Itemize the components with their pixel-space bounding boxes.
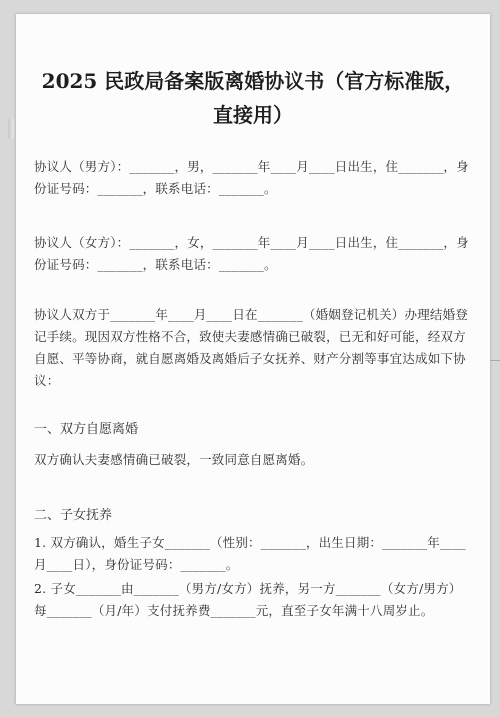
party-female-paragraph: 协议人（女方）：_______，女，_______年____月____日出生，住_______，身份证号码：_______，联系电话：_______。 [34, 235, 469, 272]
party-male-paragraph: 协议人（男方）：_______，男，_______年____月____日出生，住_______，身份证号码：_______，联系电话：_______。 [34, 159, 469, 196]
section1-heading: 一、双方自愿离婚 [34, 422, 139, 437]
preamble-paragraph: 协议人双方于_______年____月____日在_______（婚姻登记机关）办理结婚登记手续。现因双方性格不合，致使夫妻感情确已破裂，已无和好可能，经双方自愿、平等协商，就自愿离婚及离婚后子女抚养、财产分割等事宜达成如下协议： [34, 307, 469, 388]
document-page [16, 14, 490, 704]
section1-body: 双方确认夫妻感情确已破裂，一致同意自愿离婚。 [34, 452, 314, 467]
page-edge-mark [490, 360, 500, 361]
page-shadow-edge [8, 118, 14, 140]
document-title: 2025 民政局备案版离婚协议书（官方标准版，直接用） [41, 69, 465, 127]
section2-item2: 2. 子女_______由_______（男方/女方）抚养，另一方_______（女方/男方）每_______（月/年）支付抚养费_______元，直至子女年满十八周岁止。 [34, 581, 462, 618]
section2-item1: 1. 双方确认，婚生子女_______（性别：_______，出生日期：_______年____月____日），身份证号码：_______。 [34, 535, 466, 572]
section2-heading: 二、子女抚养 [34, 508, 113, 523]
